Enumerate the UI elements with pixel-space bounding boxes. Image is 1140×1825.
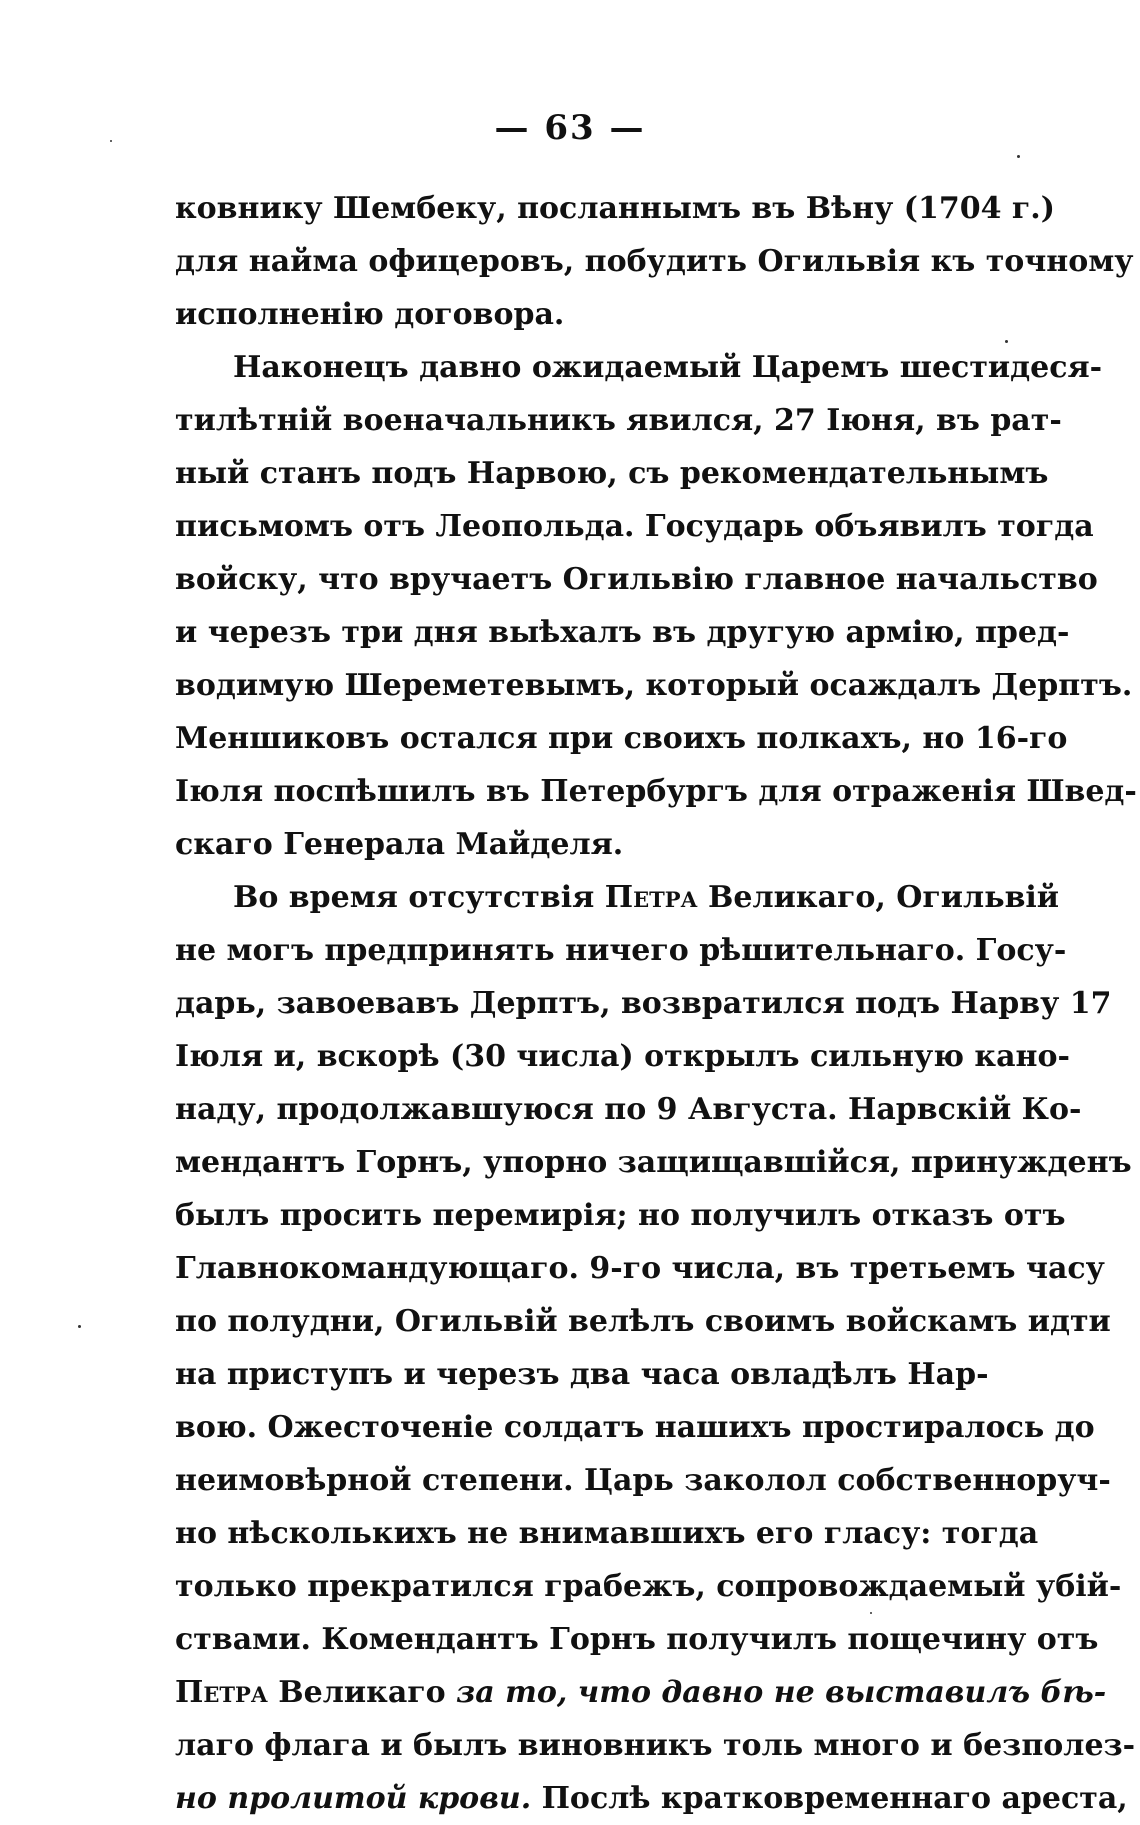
- text-line: водимую Шереметевымъ, который осаждалъ Дерптъ.: [175, 668, 1133, 703]
- text-line: вою. Ожесточеніе солдатъ нашихъ простиралось до: [175, 1410, 1095, 1445]
- text-line: ствами. Комендантъ Горнъ получилъ пощечину отъ: [175, 1622, 1099, 1657]
- page-number: — 63 —: [494, 108, 646, 148]
- text-line: не могъ предпринять ничего рѣшительнаго. Госу-: [175, 933, 1067, 968]
- text-line: на приступъ и черезъ два часа овладѣлъ Нар-: [175, 1357, 989, 1392]
- scan-speck: [870, 1612, 872, 1614]
- text-line: и черезъ три дня выѣхалъ въ другую армію, пред-: [175, 615, 1070, 650]
- text-line: [175, 1772, 1128, 1825]
- text-line: былъ просить перемирія; но получилъ отказъ отъ: [175, 1198, 1066, 1233]
- text-line: мендантъ Горнъ, упорно защищавшійся, принужденъ: [175, 1145, 1132, 1180]
- text-line: Іюля поспѣшилъ въ Петербургъ для отраженія Швед-: [175, 774, 1137, 809]
- text-line: Меншиковъ остался при своихъ полкахъ, но 16-го: [175, 721, 1068, 756]
- text-line: Іюля и, вскорѣ (30 числа) открылъ сильную кано-: [175, 1039, 1070, 1074]
- body-text: [175, 182, 1137, 1825]
- text-line: для найма офицеровъ, побудить Огильвія къ точному: [175, 244, 1134, 279]
- text-run-smallcaps: Петра: [175, 1675, 268, 1710]
- text-run-smallcaps: Петра: [604, 880, 698, 915]
- text-run: Великаго, Огильвій: [697, 880, 1060, 915]
- text-line: тилѣтній военачальникъ явился, 27 Іюня, въ рат-: [175, 403, 1062, 438]
- text-run: Во время отсутствія: [233, 880, 605, 915]
- text-run: Послѣ кратковременнаго ареста,: [531, 1781, 1128, 1816]
- scan-speck: [78, 1325, 81, 1328]
- text-line: [175, 1666, 1107, 1719]
- text-line: по полудни, Огильвій велѣлъ своимъ войскамъ идти: [175, 1304, 1111, 1339]
- text-line: наду, продолжавшуюся по 9 Августа. Нарвскій Ко-: [175, 1092, 1082, 1127]
- text-line: Главнокомандующаго. 9-го числа, въ третьемъ часу: [175, 1251, 1105, 1286]
- text-line-italic: лаго флага и былъ виновникъ толь много и безполез-: [175, 1728, 1136, 1763]
- text-run-italic: за то, что давно не выставилъ бѣ-: [456, 1675, 1107, 1710]
- text-line: [175, 871, 1060, 924]
- text-line: только прекратился грабежъ, сопровождаемый убій-: [175, 1569, 1122, 1604]
- text-line: исполненію договора.: [175, 297, 565, 332]
- text-run: Великаго: [267, 1675, 457, 1710]
- text-line: Наконецъ давно ожидаемый Царемъ шестидеся-: [233, 350, 1103, 385]
- text-line: войску, что вручаетъ Огильвію главное начальство: [175, 562, 1098, 597]
- scan-speck: [1017, 155, 1020, 158]
- text-line: письмомъ отъ Леопольда. Государь объявилъ тогда: [175, 509, 1094, 544]
- text-line: дарь, завоевавъ Дерптъ, возвратился подъ Нарву 17: [175, 986, 1112, 1021]
- text-line: скаго Генерала Майделя.: [175, 827, 624, 862]
- text-line: ный станъ подъ Нарвою, съ рекомендательнымъ: [175, 456, 1049, 491]
- scan-speck: [110, 140, 112, 142]
- scan-speck: [1005, 340, 1008, 343]
- text-line: неимовѣрной степени. Царь заколол собственноруч-: [175, 1463, 1111, 1498]
- text-line: но нѣсколькихъ не внимавшихъ его гласу: тогда: [175, 1516, 1039, 1551]
- text-run-italic: но пролитой крови.: [175, 1781, 532, 1816]
- text-line: ковнику Шембеку, посланнымъ въ Вѣну (1704 г.): [175, 191, 1055, 226]
